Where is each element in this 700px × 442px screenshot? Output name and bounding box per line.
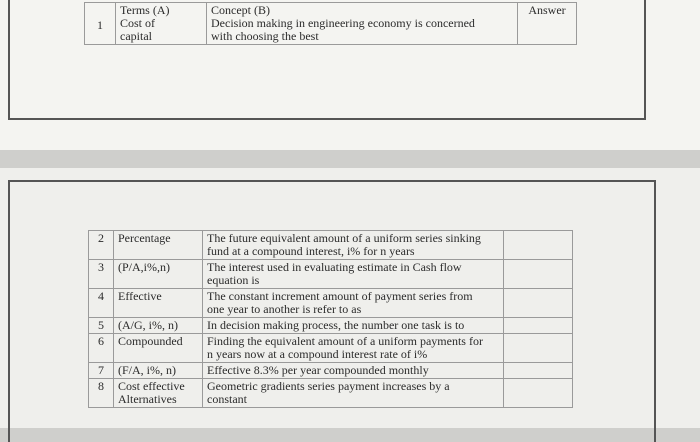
answer-header: Answer xyxy=(518,3,577,45)
table-row xyxy=(89,379,573,408)
answer-cell[interactable] xyxy=(504,334,573,363)
answer-cell[interactable] xyxy=(504,318,573,334)
table-row xyxy=(89,289,573,318)
concept-line: one year to another is refer to as xyxy=(207,302,362,316)
concept-line: with choosing the best xyxy=(211,29,319,43)
row-number: 3 xyxy=(89,260,114,289)
concept-line: Finding the equivalent amount of a uniform payments for xyxy=(207,334,483,348)
concept-line: fund at a compound interest, i% for n years xyxy=(207,244,415,258)
row-number: 8 xyxy=(89,379,114,408)
row-number: 2 xyxy=(89,231,114,260)
concept-cell xyxy=(203,318,504,334)
table-row xyxy=(89,334,573,363)
term-line: Cost effective xyxy=(118,379,185,393)
term-line: (F/A, i%, n) xyxy=(118,363,176,377)
concept-cell xyxy=(207,3,518,45)
terms-header: Terms (A) xyxy=(120,3,170,17)
concept-line: The interest used in evaluating estimate in Cash flow xyxy=(207,260,462,274)
table-row xyxy=(89,318,573,334)
concept-line: The constant increment amount of payment series from xyxy=(207,289,473,303)
term-cell xyxy=(114,260,203,289)
term-cell xyxy=(114,334,203,363)
concept-line: constant xyxy=(207,392,247,406)
row-number: 5 xyxy=(89,318,114,334)
concept-line: equation is xyxy=(207,273,260,287)
concept-cell xyxy=(203,379,504,408)
concept-line: n years now at a compound interest rate of i% xyxy=(207,347,428,361)
table-row xyxy=(89,231,573,260)
term-cell xyxy=(114,318,203,334)
concept-line: The future equivalent amount of a uniform series sinking xyxy=(207,231,481,245)
term-line: (A/G, i%, n) xyxy=(118,318,178,332)
term-line: Cost of xyxy=(120,16,156,30)
row-number: 6 xyxy=(89,334,114,363)
concept-line: In decision making process, the number one task is to xyxy=(207,318,465,332)
answer-cell[interactable] xyxy=(504,379,573,408)
row-number: 7 xyxy=(89,363,114,379)
term-cell xyxy=(114,231,203,260)
concept-cell xyxy=(203,363,504,379)
table-row xyxy=(89,260,573,289)
term-cell xyxy=(114,363,203,379)
term-cell xyxy=(114,289,203,318)
term-line: Compounded xyxy=(118,334,183,348)
answer-cell[interactable] xyxy=(504,363,573,379)
concept-line: Decision making in engineering economy is concerned xyxy=(211,16,475,30)
table-row xyxy=(89,363,573,379)
concept-header: Concept (B) xyxy=(211,3,270,17)
term-line: Effective xyxy=(118,289,162,303)
concept-cell xyxy=(203,289,504,318)
bottom-matching-table xyxy=(88,230,573,408)
concept-cell xyxy=(203,231,504,260)
term-cell xyxy=(116,3,207,45)
concept-cell xyxy=(203,334,504,363)
term-line: Percentage xyxy=(118,231,171,245)
term-line: Alternatives xyxy=(118,392,177,406)
answer-cell[interactable] xyxy=(504,231,573,260)
concept-line: Effective 8.3% per year compounded monthly xyxy=(207,363,429,377)
top-matching-table xyxy=(84,2,577,45)
row-number: 1 xyxy=(85,3,116,45)
concept-line: Geometric gradients series payment increases by a xyxy=(207,379,450,393)
term-line: capital xyxy=(120,29,152,43)
concept-cell xyxy=(203,260,504,289)
term-line: (P/A,i%,n) xyxy=(118,260,170,274)
term-cell xyxy=(114,379,203,408)
row-number: 4 xyxy=(89,289,114,318)
answer-cell[interactable] xyxy=(504,289,573,318)
answer-cell[interactable] xyxy=(504,260,573,289)
